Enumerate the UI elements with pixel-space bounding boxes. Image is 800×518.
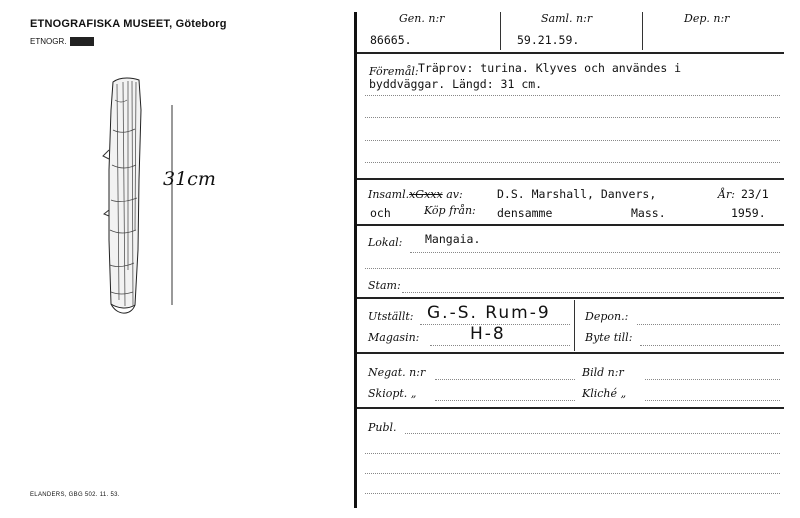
magasin-handwritten-value: H-8 bbox=[470, 324, 506, 344]
location-state-value: Mass. bbox=[631, 206, 666, 220]
section-rule bbox=[357, 224, 784, 226]
ruled-line bbox=[645, 400, 780, 401]
insaml-label: Insaml.xGxxx av: bbox=[368, 188, 463, 201]
ruled-line bbox=[435, 379, 575, 380]
collector-value: D.S. Marshall, Danvers, bbox=[497, 187, 657, 201]
byte-till-label: Byte till: bbox=[585, 331, 633, 344]
card-divider bbox=[354, 12, 357, 508]
ruled-line bbox=[365, 453, 780, 454]
dep-number-label: Dep. n:r bbox=[684, 12, 730, 25]
ruled-line bbox=[402, 292, 780, 293]
publ-label: Publ. bbox=[368, 421, 397, 434]
museum-header: ETNOGRAFISKA MUSEET, Göteborg bbox=[30, 18, 227, 30]
utstallt-label: Utställt: bbox=[368, 310, 414, 323]
section-rule bbox=[357, 352, 784, 354]
header-rule bbox=[357, 52, 784, 54]
year-value: 1959. bbox=[731, 206, 766, 220]
ruled-line bbox=[430, 345, 570, 346]
ruled-line bbox=[405, 433, 780, 434]
ruled-line bbox=[637, 324, 780, 325]
year-label: År: bbox=[718, 188, 735, 201]
utstallt-handwritten-value: G.-S. Rum-9 bbox=[427, 303, 551, 323]
wood-sample-sketch bbox=[95, 70, 270, 320]
ruled-line bbox=[365, 268, 780, 269]
ruled-line bbox=[645, 379, 780, 380]
gen-number-value: 86665. bbox=[370, 33, 412, 47]
header-separator-1 bbox=[500, 12, 501, 50]
insaml-av-label: av: bbox=[446, 188, 463, 201]
ruled-line bbox=[365, 493, 780, 494]
wood-stick-drawing bbox=[103, 78, 141, 313]
ruled-line bbox=[640, 345, 780, 346]
magasin-label: Magasin: bbox=[368, 331, 420, 344]
saml-number-value: 59.21.59. bbox=[517, 33, 580, 47]
seller-value: densamme bbox=[497, 206, 553, 220]
printer-imprint: ELANDERS, GBG 502. 11. 53. bbox=[30, 492, 120, 498]
lokal-value: Mangaia. bbox=[425, 232, 481, 246]
kliche-label: Kliché „ bbox=[582, 387, 627, 400]
foremal-text-line-2: byddväggar. Längd: 31 cm. bbox=[369, 77, 543, 91]
och-label: och bbox=[370, 206, 391, 220]
struck-department: XXXX bbox=[71, 37, 93, 46]
ruled-line bbox=[365, 117, 780, 118]
department-text: ETNOGR. bbox=[30, 37, 67, 46]
kop-fran-label: Köp från: bbox=[424, 204, 476, 217]
storage-separator bbox=[574, 300, 575, 351]
bild-label: Bild n:r bbox=[582, 366, 624, 379]
section-rule bbox=[357, 297, 784, 299]
year-day-value: 23/1 bbox=[741, 187, 769, 201]
section-rule bbox=[357, 178, 784, 180]
foremal-label: Föremål: bbox=[369, 65, 419, 78]
header-separator-2 bbox=[642, 12, 643, 50]
ruled-line bbox=[365, 140, 780, 141]
department-label bbox=[30, 37, 94, 46]
skiopt-label: Skiopt. „ bbox=[368, 387, 417, 400]
negat-label: Negat. n:r bbox=[368, 366, 426, 379]
saml-number-label: Saml. n:r bbox=[541, 12, 593, 25]
foremal-text-line-1: Träprov: turina. Klyves och användes i bbox=[418, 61, 682, 75]
depon-label: Depon.: bbox=[585, 310, 629, 323]
gen-number-label: Gen. n:r bbox=[399, 12, 445, 25]
lokal-label: Lokal: bbox=[368, 236, 403, 249]
stam-label: Stam: bbox=[368, 279, 401, 292]
length-annotation: 31cm bbox=[163, 168, 216, 190]
insaml-struck-text: xGxxx bbox=[409, 188, 443, 201]
ruled-line bbox=[435, 400, 575, 401]
ruled-line bbox=[365, 95, 780, 96]
ruled-line bbox=[410, 252, 780, 253]
ruled-line bbox=[365, 162, 780, 163]
section-rule bbox=[357, 407, 784, 409]
ruled-line bbox=[365, 473, 780, 474]
